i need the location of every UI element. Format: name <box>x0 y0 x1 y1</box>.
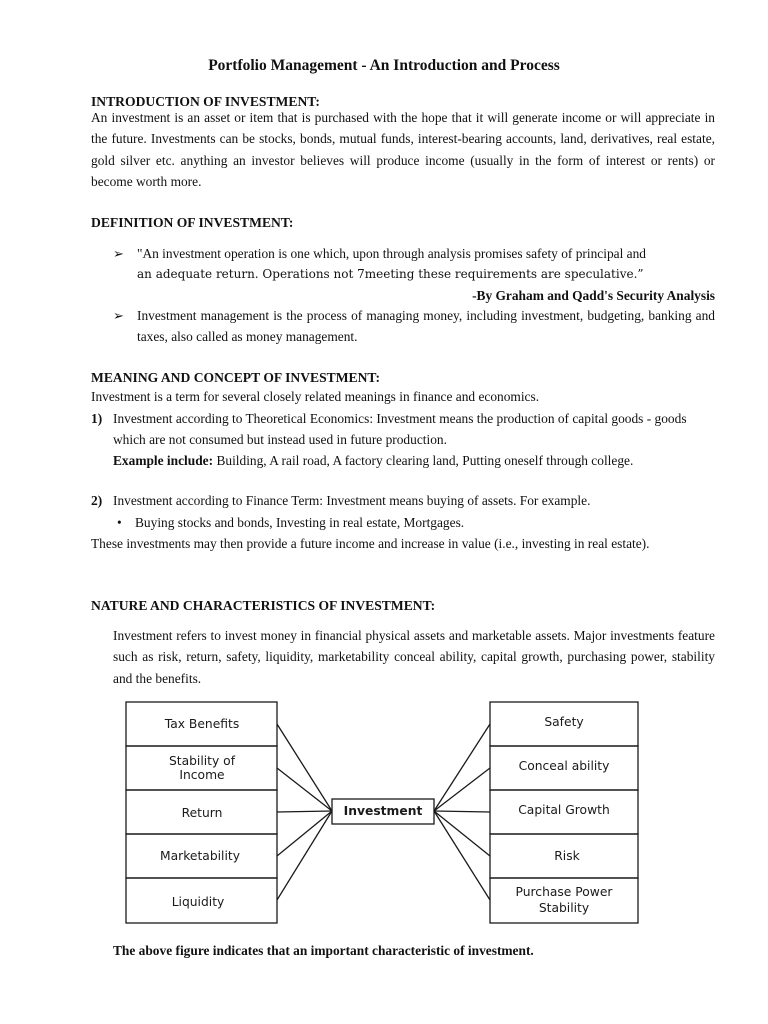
diagram-label-purchase-power-stability: Stability <box>538 901 590 915</box>
definition-heading: DEFINITION OF INVESTMENT: <box>91 215 294 230</box>
bullet-dot-icon: • <box>117 515 122 530</box>
diagram-center-investment: Investment <box>343 804 423 818</box>
diagram-label-return: Return <box>181 806 223 820</box>
investment-characteristics-diagram <box>120 696 640 931</box>
definition-quote-line2: an adequate return. Operations not 7meeting these requirements are speculative.” <box>137 267 644 281</box>
example-text: Building, A rail road, A factory clearing land, Putting oneself through college. <box>216 453 634 468</box>
diagram-label-conceal-ability: Conceal ability <box>518 759 610 773</box>
figure-caption: The above figure indicates that an important characteristic of investment. <box>113 943 534 958</box>
connector-line <box>277 811 332 812</box>
diagram-label-stability-of-income: Stability of <box>168 754 236 768</box>
connector-line <box>434 724 490 811</box>
connector-line <box>277 724 332 811</box>
meaning-intro: Investment is a term for several closely related meanings in finance and economics. <box>91 389 540 404</box>
introduction-heading: INTRODUCTION OF INVESTMENT: <box>91 94 320 109</box>
meaning-point1: Investment according to Theoretical Economics: Investment means the production of capital goods - goods which are not consumed but instead used in future production. <box>113 411 687 448</box>
connector-line <box>277 811 332 900</box>
point-number: 1) <box>91 411 103 426</box>
connector-line <box>277 768 332 811</box>
meaning-heading: MEANING AND CONCEPT OF INVESTMENT: <box>91 370 381 385</box>
meaning-point2: Investment according to Finance Term: Investment means buying of assets. For example. <box>113 493 591 508</box>
definition-quote-line1: "An investment operation is one which, upon through analysis promises safety of principal and <box>137 246 647 261</box>
diagram-label-safety: Safety <box>544 715 584 729</box>
diagram-label-liquidity: Liquidity <box>171 895 225 909</box>
diagram-label-stability-of-income: Income <box>179 768 225 782</box>
meaning-closing: These investments may then provide a future income and increase in value (i.e., investing in real estate). <box>91 536 650 551</box>
arrow-bullet-icon: ➢ <box>113 308 124 323</box>
connector-line <box>434 768 490 811</box>
diagram-label-marketability: Marketability <box>160 849 240 863</box>
meaning-point2-bullet: Buying stocks and bonds, Investing in real estate, Mortgages. <box>135 515 465 530</box>
page-title: Portfolio Management - An Introduction and Process <box>208 57 560 74</box>
connector-line <box>434 811 490 812</box>
connector-line <box>434 811 490 856</box>
definition-attribution: -By Graham and Qadd's Security Analysis <box>472 288 715 303</box>
definition-item2: Investment management is the process of managing money, including investment, budgeting, banking and taxes, also called as money management. <box>137 308 715 345</box>
example-label: Example include: <box>113 453 214 468</box>
diagram-label-capital-growth: Capital Growth <box>518 803 610 817</box>
nature-heading: NATURE AND CHARACTERISTICS OF INVESTMENT: <box>91 598 436 613</box>
diagram-label-purchase-power-stability: Purchase Power <box>515 885 613 899</box>
point-number: 2) <box>91 493 103 508</box>
diagram-label-risk: Risk <box>554 849 580 863</box>
diagram-label-tax-benefits: Tax Benefits <box>164 717 240 731</box>
connector-line <box>277 811 332 856</box>
arrow-bullet-icon: ➢ <box>113 246 124 261</box>
nature-text: Investment refers to invest money in financial physical assets and marketable assets. Major investments feature such as risk, return, safety, liquidity, marketability conceal ability, capital growth, purchasing power, stability and the benefits. <box>113 628 715 686</box>
introduction-text: An investment is an asset or item that is purchased with the hope that it will generate income or will appreciate in the future. Investments can be stocks, bonds, mutual funds, interest-bearing accounts, land, derivatives, real estate, gold silver etc. anything an investor believes will produce income (usually in the form of interest or rents) or become worth more. <box>91 110 715 189</box>
example-line <box>113 450 717 471</box>
connector-line <box>434 811 490 900</box>
